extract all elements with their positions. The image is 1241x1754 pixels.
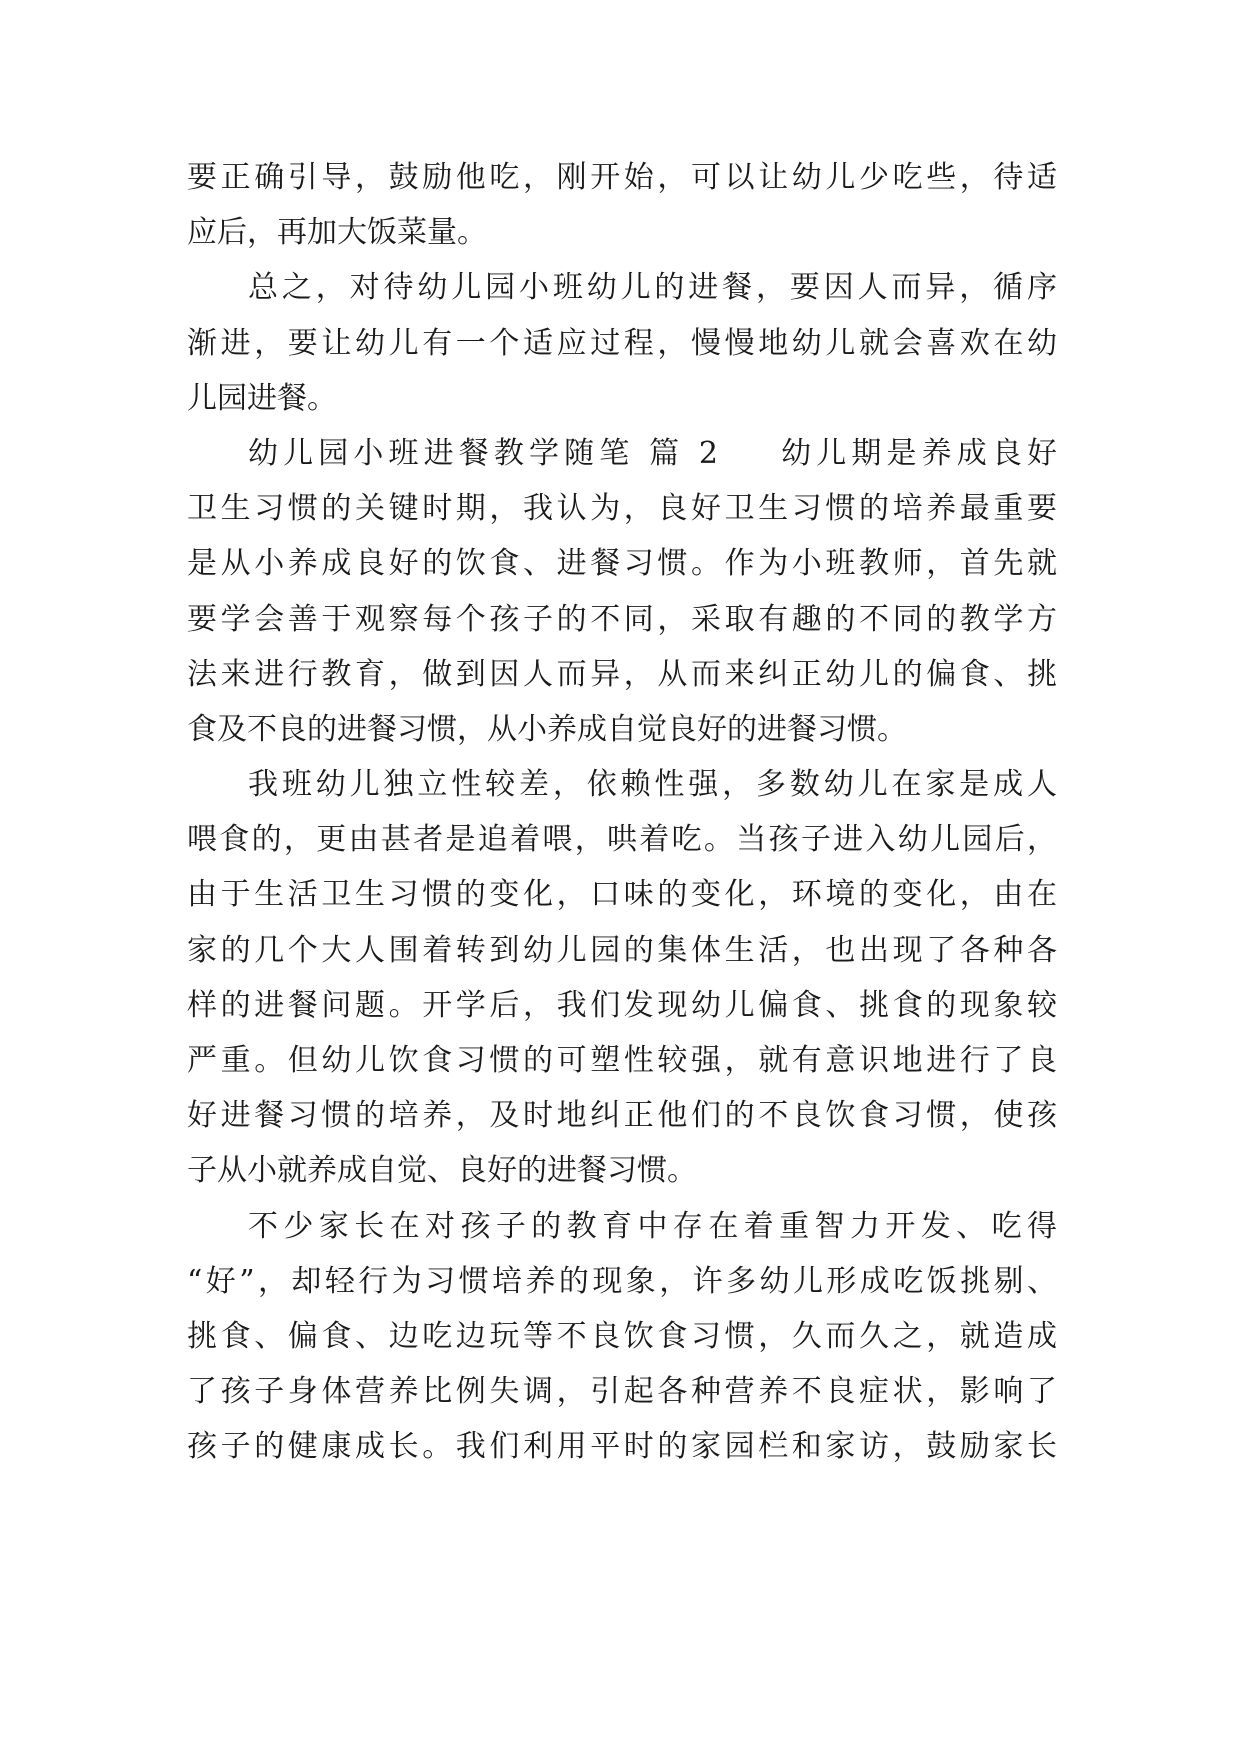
text-line: 家的几个大人围着转到幼儿园的集体生活，也出现了各种各 bbox=[187, 932, 1057, 968]
text-line: 喂食的，更由甚者是追着喂，哄着吃。当孩子进入幼儿园后， bbox=[187, 822, 1057, 858]
text-line: 好进餐习惯的培养，及时地纠正他们的不良饮食习惯，使孩 bbox=[187, 1098, 1057, 1134]
text-line: 卫生习惯的关键时期，我认为，良好卫生习惯的培养最重要 bbox=[187, 491, 1057, 527]
text-line: 要正确引导，鼓励他吃，刚开始，可以让幼儿少吃些，待适 bbox=[187, 160, 1057, 195]
text-line: 不少家长在对孩子的教育中存在着重智力开发、吃得 bbox=[248, 1208, 1057, 1244]
text-line: 了孩子身体营养比例失调，引起各种营养不良症状，影响了 bbox=[187, 1374, 1057, 1410]
text-line: 由于生活卫生习惯的变化，口味的变化，环境的变化，由在 bbox=[187, 877, 1057, 913]
section-heading-line bbox=[187, 426, 1057, 481]
text-line: 法来进行教育，做到因人而异，从而来纠正幼儿的偏食、挑 bbox=[187, 656, 1057, 692]
text-line: 孩子的健康成长。我们利用平时的家园栏和家访，鼓励家长 bbox=[187, 1429, 1057, 1465]
text-line: 要学会善于观察每个孩子的不同，采取有趣的不同的教学方 bbox=[187, 601, 1057, 637]
text-line: 子从小就养成自觉、良好的进餐习惯。 bbox=[187, 1153, 697, 1189]
text-run: 幼儿期是养成良好 bbox=[775, 435, 1057, 471]
text-line: 食及不良的进餐习惯，从小养成自觉良好的进餐习惯。 bbox=[187, 711, 907, 747]
text-line: “好”，却轻行为习惯培养的现象，许多幼儿形成吃饭挑剔、 bbox=[187, 1263, 1057, 1299]
text-line: 我班幼儿独立性较差，依赖性强，多数幼儿在家是成人 bbox=[248, 767, 1057, 803]
text-line: 应后，再加大饭菜量。 bbox=[187, 215, 487, 251]
text-line: 儿园进餐。 bbox=[187, 380, 337, 416]
text-line: 是从小养成良好的饮食、进餐习惯。作为小班教师，首先就 bbox=[187, 546, 1057, 582]
text-line: 渐进，要让幼儿有一个适应过程，慢慢地幼儿就会喜欢在幼 bbox=[187, 325, 1057, 361]
text-line: 样的进餐问题。开学后，我们发现幼儿偏食、挑食的现象较 bbox=[187, 987, 1057, 1023]
text-line: 严重。但幼儿饮食习惯的可塑性较强，就有意识地进行了良 bbox=[187, 1043, 1057, 1078]
section-heading: 幼儿园小班进餐教学随笔 篇 2 bbox=[248, 435, 718, 471]
body-text bbox=[187, 150, 1057, 1475]
text-line: 挑食、偏食、边吃边玩等不良饮食习惯，久而久之，就造成 bbox=[187, 1318, 1057, 1354]
text-line: 总之，对待幼儿园小班幼儿的进餐，要因人而异，循序 bbox=[248, 270, 1057, 306]
